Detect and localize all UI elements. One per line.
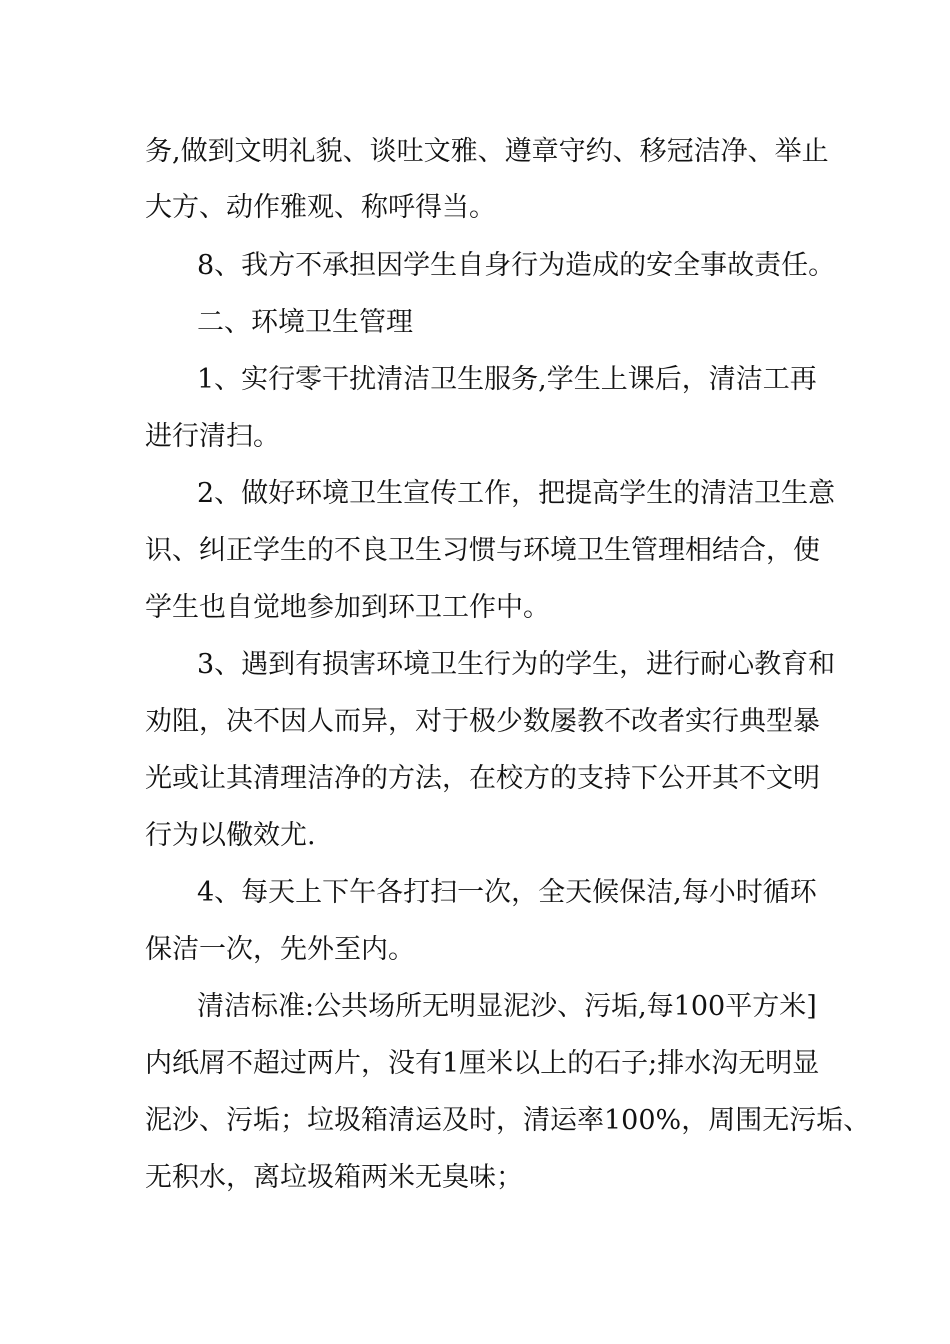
text-line: 大方、动作雅观、称呼得当。 xyxy=(145,192,496,223)
text-line: 8、我方不承担因学生自身行为造成的安全事故责任。 xyxy=(197,250,836,281)
text-line: 进行清扫。 xyxy=(145,421,280,452)
text-line: 内纸屑不超过两片，没有1厘米以上的石子;排水沟无明显 xyxy=(145,1048,820,1079)
text-line: 泥沙、污垢；垃圾箱清运及时，清运率100%，周围无污垢、 xyxy=(145,1105,871,1136)
text-line: 无积水，离垃圾箱两米无臭味； xyxy=(145,1162,523,1193)
text-line: 保洁一次，先外至内。 xyxy=(145,934,415,965)
text-line: 2、做好环境卫生宣传工作，把提高学生的清洁卫生意 xyxy=(197,478,836,509)
text-line: 务,做到文明礼貌、谈吐文雅、遵章守约、移冠洁净、举止 xyxy=(145,136,829,167)
text-line: 劝阻，决不因人而异，对于极少数屡教不改者实行典型暴 xyxy=(145,706,820,737)
text-line: 清洁标准:公共场所无明显泥沙、污垢,每100平方米] xyxy=(197,991,817,1022)
text-line: 学生也自觉地参加到环卫工作中。 xyxy=(145,592,550,623)
text-line: 识、纠正学生的不良卫生习惯与环境卫生管理相结合，使 xyxy=(145,535,820,566)
text-line: 3、遇到有损害环境卫生行为的学生，进行耐心教育和 xyxy=(197,649,836,680)
text-line: 光或让其清理洁净的方法，在校方的支持下公开其不文明 xyxy=(145,763,820,794)
section-heading: 二、环境卫生管理 xyxy=(197,307,413,338)
text-line: 4、每天上下午各打扫一次，全天候保洁,每小时循环 xyxy=(197,877,817,908)
text-line: 1、实行零干扰清洁卫生服务,学生上课后，清洁工再 xyxy=(197,364,817,395)
text-line: 行为以儆效尤. xyxy=(145,820,316,851)
